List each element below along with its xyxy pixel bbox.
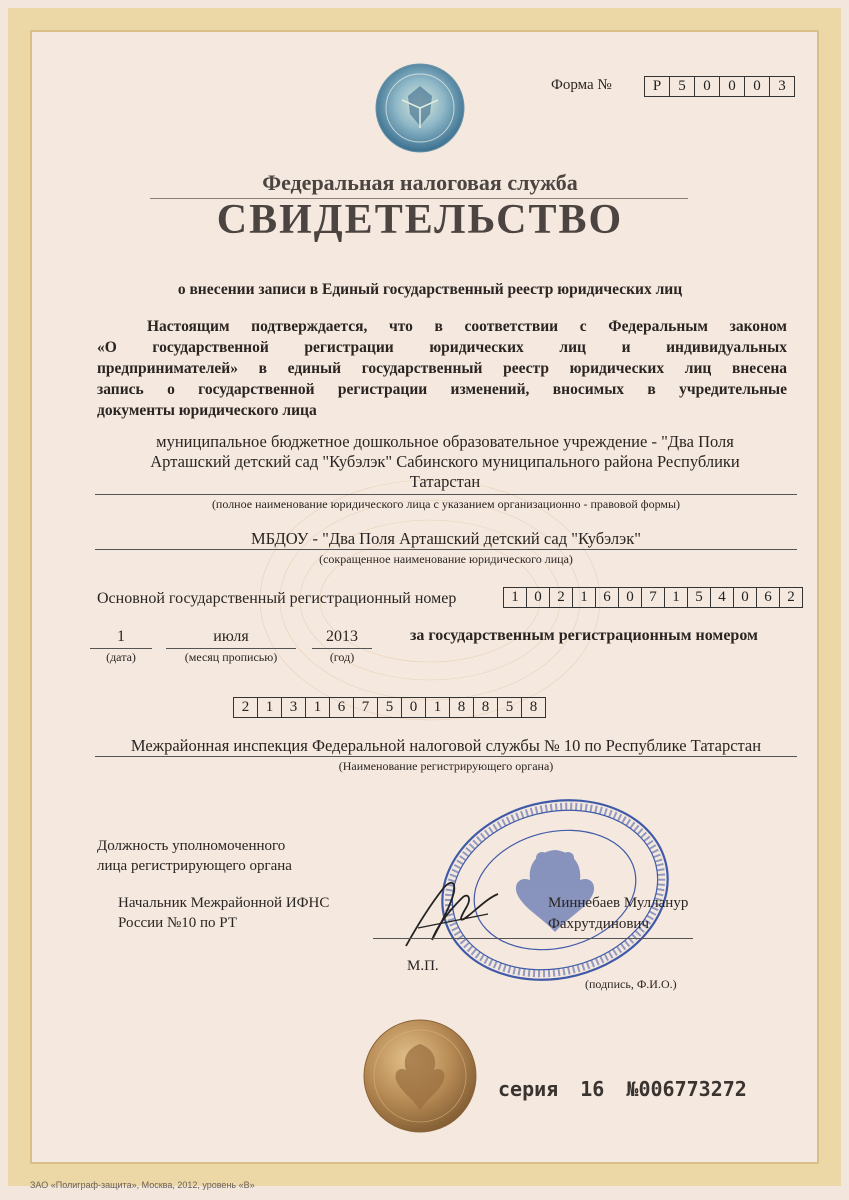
grn-digit: 3	[282, 697, 306, 718]
form-code-char: 0	[720, 76, 745, 97]
position-caption	[97, 836, 292, 876]
signatory-name	[548, 893, 688, 935]
paragraph-line: «О государственной регистрации юридических лиц и индивидуальных	[97, 339, 787, 356]
date-day: 1	[117, 628, 125, 645]
authority-caption: (Наименование регистрирующего органа)	[338, 759, 554, 773]
form-code-char: Р	[644, 76, 670, 97]
grn-digit: 0	[402, 697, 426, 718]
form-code-char: 0	[695, 76, 720, 97]
ogrn-digit: 0	[734, 587, 757, 608]
ogrn-digit: 6	[757, 587, 780, 608]
series-label: серия	[498, 1077, 559, 1101]
full-name-line: Татарстан	[409, 472, 481, 491]
grn-digit: 1	[306, 697, 330, 718]
series-block	[498, 1077, 747, 1101]
certification-paragraph	[97, 316, 787, 421]
ogrn-digit: 2	[550, 587, 573, 608]
series-number: 16	[580, 1077, 605, 1101]
printer-imprint: ЗАО «Полиграф-защита», Москва, 2012, уровень «В»	[30, 1180, 255, 1190]
signatory-name-part: р	[680, 895, 689, 911]
grn-digit: 8	[474, 697, 498, 718]
signatory-name-part: Миннебаев Муллану	[548, 895, 681, 911]
grn-label: за государственным регистрационным номером	[410, 627, 758, 644]
ogrn-digit: 1	[573, 587, 596, 608]
signature	[398, 868, 508, 958]
position-line: России №10 по РТ	[118, 915, 237, 931]
ogrn-label: Основной государственный регистрационный номер	[97, 590, 457, 607]
ogrn-digit: 1	[665, 587, 688, 608]
paragraph-line: предпринимателей» в единый государственный реестр юридических лиц внесена	[97, 360, 787, 377]
grn-digit: 1	[258, 697, 282, 718]
ogrn-digit: 1	[503, 587, 527, 608]
signatory-name-line: Фахрутдинович	[548, 916, 650, 932]
ogrn-digit: 5	[688, 587, 711, 608]
signatory-name-line	[548, 893, 688, 914]
grn-digit: 6	[330, 697, 354, 718]
date-year-caption: (год)	[329, 650, 355, 664]
grn-digit: 5	[378, 697, 402, 718]
full-name-line: муниципальное бюджетное дошкольное образовательное учреждение - "Два Поля	[156, 432, 734, 451]
position-caption-line: лица регистрирующего органа	[97, 858, 292, 874]
entity-short-name: МБДОУ - "Два Поля Арташский детский сад "Кубэлэк"	[250, 529, 641, 548]
paragraph-line: запись о государственной регистрации изменений, вносимых в учредительные	[97, 381, 787, 398]
ogrn-digit: 0	[619, 587, 642, 608]
mp-label: М.П.	[407, 958, 439, 974]
ogrn-digit: 2	[780, 587, 803, 608]
date-month-caption: (месяц прописью)	[184, 650, 278, 664]
full-name-caption: (полное наименование юридического лица с указанием организационно - правовой формы)	[211, 497, 681, 511]
date-year: 2013	[326, 628, 358, 645]
ogrn-digit: 6	[596, 587, 619, 608]
grn-boxes	[233, 697, 546, 718]
entity-full-name	[95, 432, 795, 492]
full-name-line: Арташский детский сад "Кубэлэк" Сабинского муниципального района Республики	[150, 452, 740, 471]
signature-caption: (подпись, Ф.И.О.)	[585, 977, 677, 991]
service-name: Федеральная налоговая служба	[262, 170, 578, 195]
grn-digit: 8	[522, 697, 546, 718]
paragraph-line: Настоящим подтверждается, что в соответствии с Федеральным законом	[147, 318, 787, 335]
ogrn-digit: 4	[711, 587, 734, 608]
hologram-emblem	[374, 62, 466, 154]
grn-digit: 8	[450, 697, 474, 718]
date-day-caption: (дата)	[106, 650, 136, 664]
document-subtitle: о внесении записи в Единый государственный реестр юридических лиц	[177, 281, 683, 298]
form-code-char: 3	[770, 76, 795, 97]
date-month: июля	[213, 628, 249, 645]
form-code-boxes	[644, 76, 795, 97]
signatory-position	[118, 893, 329, 933]
grn-digit: 7	[354, 697, 378, 718]
grn-digit: 2	[233, 697, 258, 718]
short-name-caption: (сокращенное наименование юридического лица)	[319, 552, 573, 566]
document-number: №006773272	[626, 1077, 747, 1101]
ogrn-digit: 0	[527, 587, 550, 608]
document-title: СВИДЕТЕЛЬСТВО	[216, 197, 624, 243]
ogrn-boxes	[503, 587, 803, 608]
gold-seal	[362, 1018, 478, 1134]
paragraph-line: документы юридического лица	[97, 402, 317, 419]
registering-authority: Межрайонная инспекция Федеральной налоговой службы № 10 по Республике Татарстан	[130, 736, 762, 755]
grn-digit: 5	[498, 697, 522, 718]
ogrn-digit: 7	[642, 587, 665, 608]
form-label: Форма №	[551, 77, 612, 93]
form-code-char: 5	[670, 76, 695, 97]
position-line: Начальник Межрайонной ИФНС	[118, 895, 330, 911]
grn-digit: 1	[426, 697, 450, 718]
position-caption-line: Должность уполномоченного	[97, 838, 286, 854]
form-code-char: 0	[745, 76, 770, 97]
